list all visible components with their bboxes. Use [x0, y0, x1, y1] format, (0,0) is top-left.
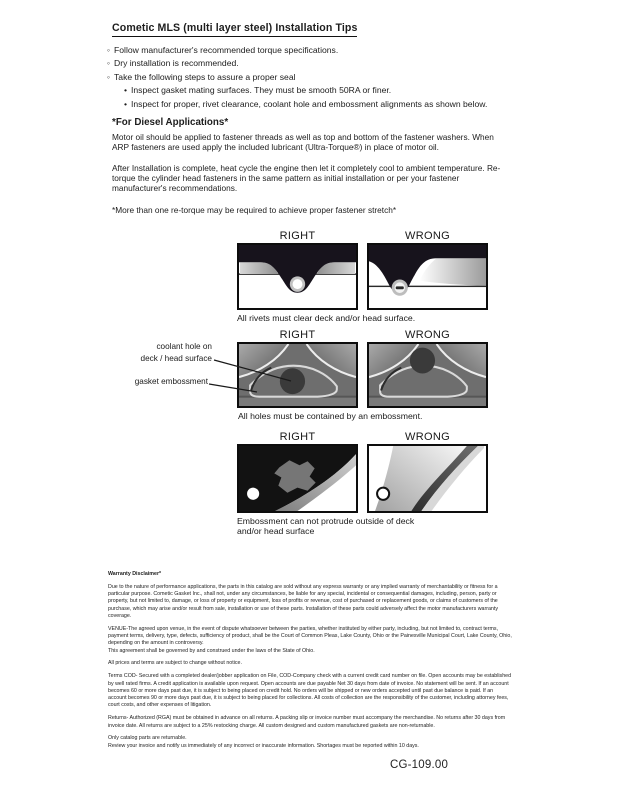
protrusion-right-graphic: [239, 446, 356, 511]
list-item: [107, 44, 537, 57]
legal-paragraph: Returns- Authorized (RGA) must be obtained in advance on all returns. A packing slip or invoice number must accompany the merchandise. No returns after 30 days from invoice date. All returns are subject to a 25% restocking charge. All custom designed and custom manufactured gaskets are non-returnable.: [108, 715, 506, 729]
retorque-note: *More than one re-torque may be required to achieve proper fastener stretch*: [112, 205, 397, 215]
caption-line: and/or head surface: [237, 526, 315, 536]
list-item-text: Inspect for proper, rivet clearance, coolant hole and embossment alignments as shown below.: [131, 98, 488, 109]
diesel-paragraph-2: After Installation is complete, heat cycle the engine then let it completely cool to ambient temperature. Re-torque the cylinder head fasteners in the same pattern as initial installation or per your fastener manufacturer's recommendations.: [112, 163, 501, 194]
right-label: RIGHT: [279, 230, 316, 242]
annotation-line: coolant hole on: [156, 342, 212, 351]
gasket-embossment-annotation: gasket embossment: [134, 377, 208, 386]
diagram-caption: All holes must be contained by an embossment.: [238, 411, 423, 421]
bullet-icon: ◦: [107, 58, 111, 69]
diesel-paragraph-1: Motor oil should be applied to fastener threads as well as top and bottom of the fastener washers. When ARP fasteners are used apply the included lubricant (Ultra-Torque®) in place of motor oil.: [112, 132, 494, 153]
diagram-caption: [237, 516, 467, 536]
wrong-label: WRONG: [405, 230, 450, 242]
installation-tips-list: [107, 44, 537, 111]
coolant-hole-annotation: [100, 341, 212, 365]
wrong-label: WRONG: [405, 431, 450, 443]
page-number: CG-109.00: [390, 759, 449, 771]
embossment-wrong-graphic: [369, 344, 486, 406]
bullet-icon: ◦: [107, 71, 111, 82]
list-item-text: Inspect gasket mating surfaces. They must be smooth 50RA or finer.: [131, 85, 392, 96]
list-sub-item: [124, 84, 537, 97]
rivet-wrong-graphic: [369, 245, 486, 308]
legal-paragraph: VENUE-The agreed upon venue, in the event of dispute whatsoever between the parties, whether instituted by either party, including, but not limited to, contract terms, payment terms, delivery, type, defects, sufficiency of product, shall be the Court of Common Pleas, Lake County, Ohio or the Painesville Municipal Court, Lake County, Ohio, depending on the amount in controversy.: [108, 625, 512, 647]
wrong-label: WRONG: [405, 329, 450, 341]
bullet-icon: ◦: [107, 45, 111, 55]
list-item: [107, 57, 537, 70]
rivet-wrong-panel: [367, 243, 488, 310]
bullet-icon: •: [124, 98, 128, 109]
legal-paragraph: All prices and terms are subject to change without notice.: [108, 660, 242, 667]
legal-section: [108, 571, 513, 750]
list-item-text: Dry installation is recommended.: [114, 58, 239, 69]
diesel-section-heading: *For Diesel Applications*: [112, 117, 229, 128]
embossment-wrong-panel: [367, 342, 488, 408]
annotation-line: deck / head surface: [140, 354, 212, 363]
list-item: [107, 71, 537, 84]
list-item-text: Follow manufacturer's recommended torque specifications.: [114, 45, 339, 55]
embossment-right-panel: [237, 342, 358, 408]
legal-paragraph: Terms COD- Secured with a completed dealer/jobber application on File, COD-Company check with a current credit card number on file. Open accounts may be established by well rated firms. A credit application is available upon request. Open accounts are due payable Net 30 days from date of invoice. No statement will be sent. If an account becomes 60 or more days past due, it is subject to being placed on credit hold. No orders will be shipped or new orders accepted until past due balance is paid. If an account becomes 90 or more days past due, it is subject to being placed for collections. All costs of collection are the responsibility of the customer, including attorney fees, court costs, and other expenses of litigation.: [108, 673, 512, 709]
rivet-right-panel: [237, 243, 358, 310]
legal-heading: Warranty Disclaimer*: [108, 571, 162, 577]
diagram-caption: All rivets must clear deck and/or head surface.: [237, 313, 416, 323]
right-label: RIGHT: [279, 431, 316, 443]
bullet-icon: •: [124, 85, 128, 96]
legal-paragraph: This agreement shall be governed by and construed under the laws of the State of Ohio.: [108, 647, 315, 654]
list-sub-item: [124, 98, 537, 111]
list-item-text: Take the following steps to assure a proper seal: [114, 71, 296, 82]
caption-line: Embossment can not protrude outside of deck: [237, 516, 415, 526]
embossment-right-graphic: [239, 344, 356, 406]
protrusion-right-panel: [237, 444, 358, 513]
protrusion-wrong-graphic: [369, 446, 486, 511]
protrusion-wrong-panel: [367, 444, 488, 513]
page-title: Cometic MLS (multi layer steel) Installation Tips: [112, 22, 357, 37]
legal-paragraph: Only catalog parts are returnable.: [108, 735, 187, 742]
legal-paragraph: Due to the nature of performance applications, the parts in this catalog are sold without any express warranty or any implied warranty of merchantability or fitness for a particular purpose. Cometic Gasket Inc., shall not, under any circumstances, be liable for any special, incidental or consequential damages, including, person, party or property, but not limited to, damage, or loss of property or equipment, loss of profits or revenue, cost of purchased or replacement goods, or claims of customers of the purchase, which may arise and/or result from sale, installation or use of these parts. Installation of these parts could adversely affect the motor manufacturers warranty coverage.: [108, 583, 499, 619]
rivet-right-graphic: [239, 245, 356, 308]
right-label: RIGHT: [279, 329, 316, 341]
legal-paragraph: Review your invoice and notify us immediately of any incorrect or inaccurate information. Shortages must be reported within 10 days.: [108, 742, 419, 749]
